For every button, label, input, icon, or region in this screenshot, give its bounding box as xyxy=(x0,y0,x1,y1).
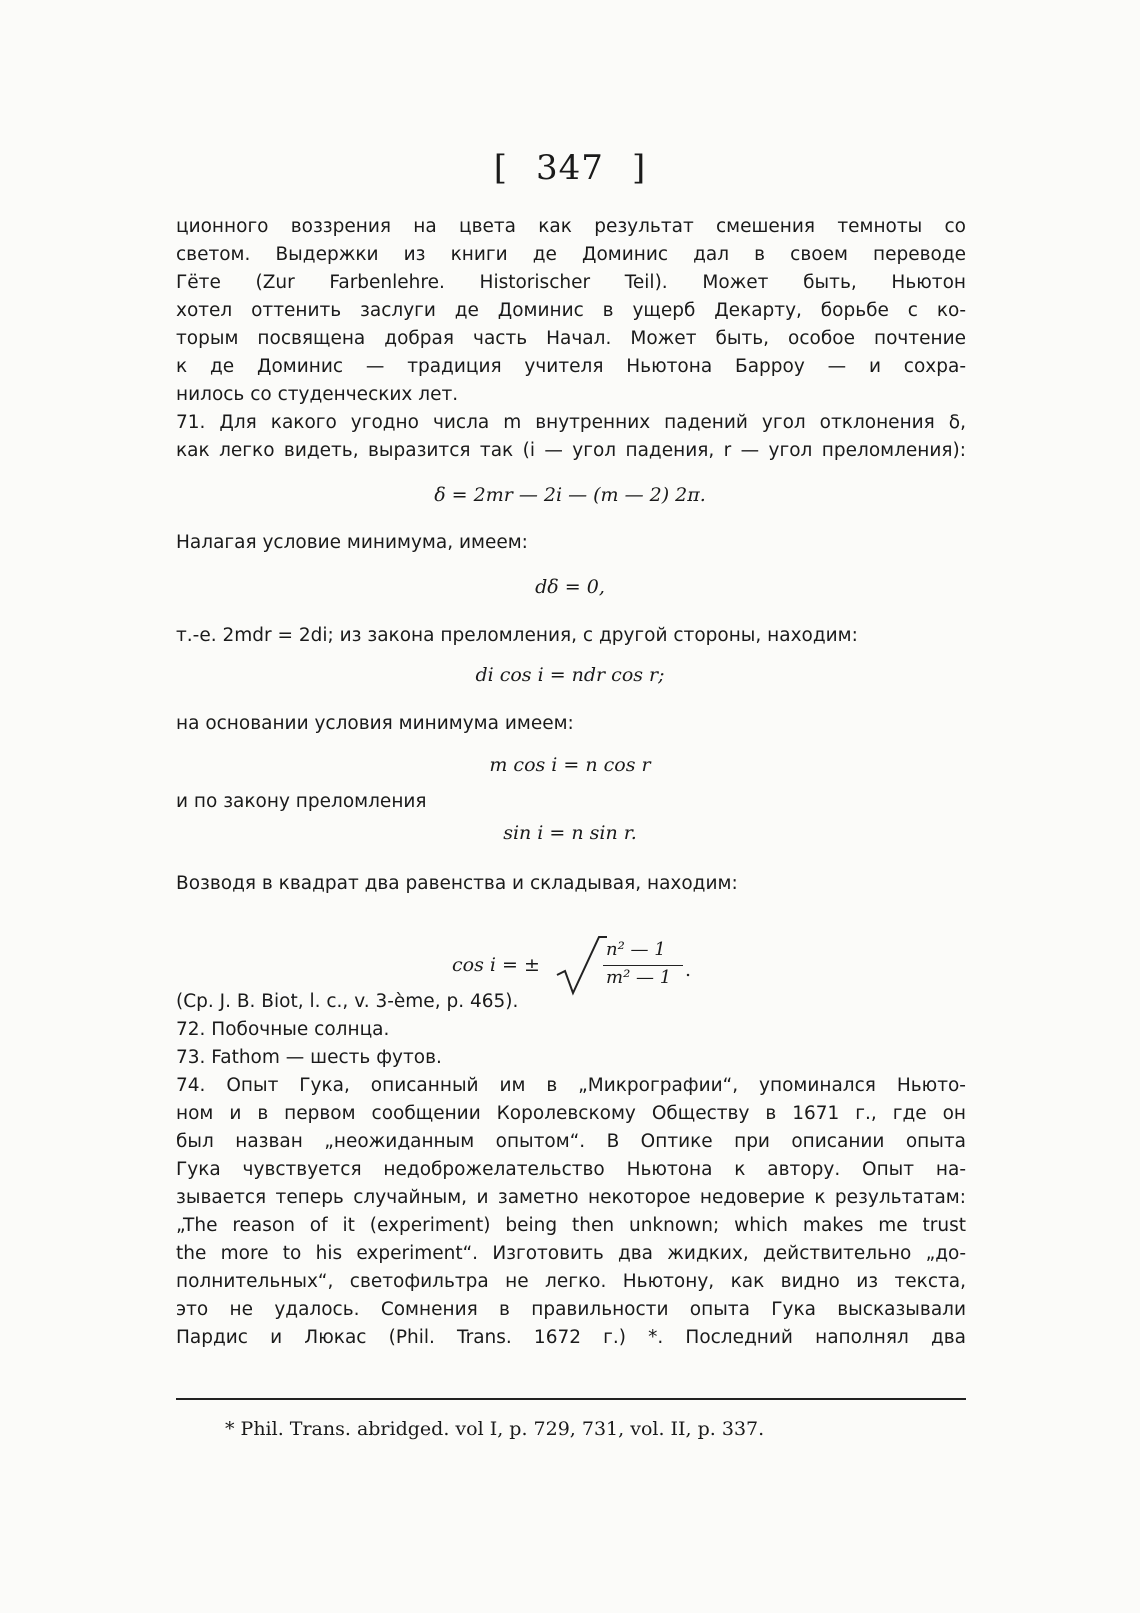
page-number xyxy=(0,148,1140,188)
text-line: полнительных“, светофильтра не легко. Ньютону, как видно из текста, xyxy=(176,1271,966,1292)
text-line: как легко видеть, выразится так (i — угол падения, r — угол преломления): xyxy=(176,440,966,461)
text-line: нилось со студенческих лет. xyxy=(176,384,459,405)
equation-end: . xyxy=(685,959,692,981)
text-line: светом. Выдержки из книги де Доминис дал в своем переводе xyxy=(176,244,966,265)
text-line: Налагая условие минимума, имеем: xyxy=(176,532,528,553)
text-line: ционного воззрения на цвета как результат смешения темноты со xyxy=(176,216,966,237)
text-line: и по закону преломления xyxy=(176,791,427,812)
fraction-bar xyxy=(603,965,683,966)
equation-snell: sin i = n sin r. xyxy=(503,822,637,844)
text-line: Гёте (Zur Farbenlehre. Historischer Teil). Может быть, Ньютон xyxy=(176,272,966,293)
equation-min-condition: m cos i = n cos r xyxy=(489,754,651,776)
equation-cos-i xyxy=(0,935,1140,995)
text-line: т.-е. 2mdr = 2di; из закона преломления, с другой стороны, находим: xyxy=(176,625,858,646)
bracket-right: ] xyxy=(631,148,647,188)
footnote: * Phil. Trans. abridged. vol I, p. 729, 731, vol. II, p. 337. xyxy=(225,1418,765,1440)
equation-refraction-diff: di cos i = ndr cos r; xyxy=(475,664,665,686)
equation-deviation: δ = 2mr — 2i — (m — 2) 2π. xyxy=(434,484,706,506)
equation-minimum: dδ = 0, xyxy=(535,576,605,598)
text-line: был назван „неожиданным опытом“. В Оптике при описании опыта xyxy=(176,1131,966,1152)
text-line: 72. Побочные солнца. xyxy=(176,1019,390,1040)
text-line: торым посвящена добрая часть Начал. Может быть, особое почтение xyxy=(176,328,966,349)
text-line: (Ср. J. B. Biot, l. c., v. 3-ème, p. 465). xyxy=(176,991,519,1012)
text-line: Гука чувствуется недоброжелательство Ньютона к автору. Опыт на- xyxy=(176,1159,966,1180)
text-line: 73. Fathom — шесть футов. xyxy=(176,1047,442,1068)
bracket-left: [ xyxy=(493,148,509,188)
text-line: 74. Опыт Гука, описанный им в „Микрографии“, упоминался Ньюто- xyxy=(176,1075,966,1096)
text-line: „The reason of it (experiment) being then unknown; which makes me trust xyxy=(176,1215,966,1236)
fraction-denominator: m² — 1 xyxy=(606,967,672,988)
text-line: 71. Для какого угодно числа m внутренних падений угол отклонения δ, xyxy=(176,412,966,433)
text-line: Возводя в квадрат два равенства и складывая, находим: xyxy=(176,873,738,894)
text-line: к де Доминис — традиция учителя Ньютона Барроу — и сохра- xyxy=(176,356,966,377)
text-line: ном и в первом сообщении Королевскому Обществу в 1671 г., где он xyxy=(176,1103,966,1124)
text-line: на основании условия минимума имеем: xyxy=(176,713,574,734)
text-line: Пардис и Люкас (Phil. Trans. 1672 г.) *. Последний наполнял два xyxy=(176,1327,966,1348)
text-line: хотел оттенить заслуги де Доминис в ущерб Декарту, борьбе с ко- xyxy=(176,300,966,321)
page-number-value: 347 xyxy=(536,148,604,188)
text-line: зывается теперь случайным, и заметно некоторое недоверие к результатам: xyxy=(176,1187,966,1208)
footnote-divider xyxy=(176,1398,966,1400)
text-line: the more to his experiment“. Изготовить два жидких, действительно „до- xyxy=(176,1243,966,1264)
fraction-numerator: n² — 1 xyxy=(606,939,666,960)
text-line: это не удалось. Сомнения в правильности опыта Гука высказывали xyxy=(176,1299,966,1320)
equation-lhs: cos i = ± xyxy=(452,954,540,976)
